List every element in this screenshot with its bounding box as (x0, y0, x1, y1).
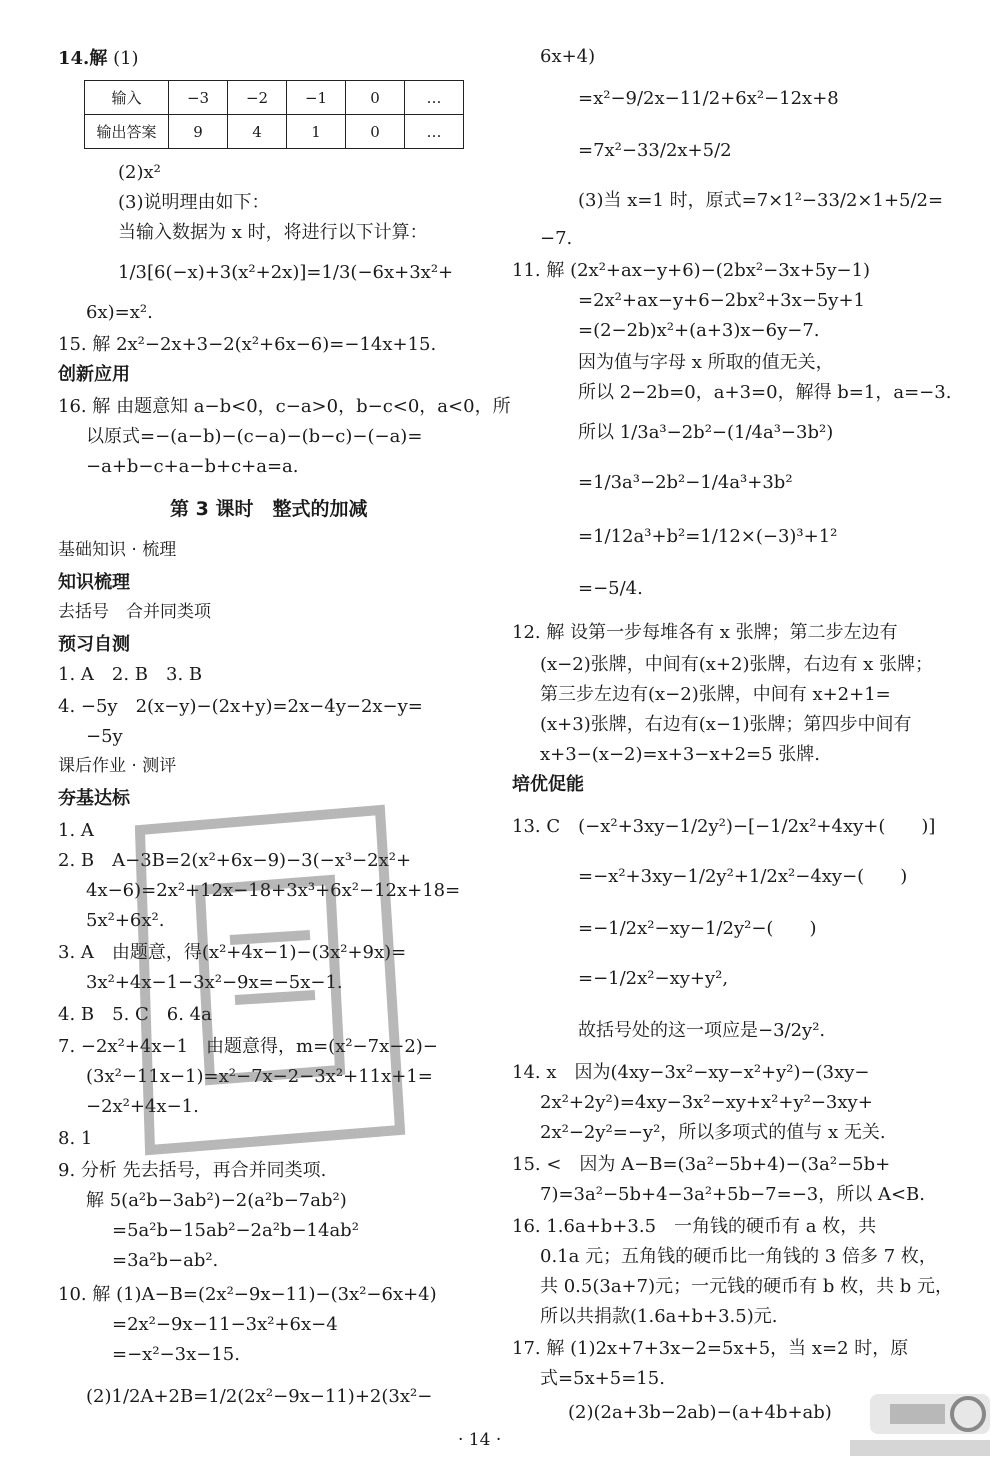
hangji-line: 1. A (58, 820, 94, 841)
io-cell: −1 (287, 81, 346, 115)
text-line: 14. x 因为(4xy−3x²−xy−x²+y²)−(3xy− (512, 1062, 870, 1083)
io-cell: −3 (169, 81, 228, 115)
text-line: =2x²+ax−y+6−2bx²+3x−5y+1 (578, 290, 865, 311)
hangji-line: =2x²−9x−11−3x²+6x−4 (112, 1314, 338, 1335)
io-table (84, 80, 464, 149)
text-line: 7)=3a²−5b+4−3a²+5b−7=−3，所以 A<B. (540, 1184, 925, 1205)
hangji-line: 8. 1 (58, 1128, 93, 1149)
io-cell: 0 (346, 115, 405, 149)
text-line: 13. C (−x²+3xy−1/2y²)−[−1/2x²+4xy+( )] (512, 816, 936, 837)
q14-header (58, 50, 139, 68)
text-line: 17. 解 (1)2x+7+3x−2=5x+5，当 x=2 时，原 (512, 1338, 909, 1359)
text-line: 故括号处的这一项应是−3/2y². (578, 1020, 826, 1041)
text-line: =7x²−33/2x+5/2 (578, 140, 732, 161)
hangji-line: 2. B A−3B=2(x²+6x−9)−3(−x³−2x²+ (58, 850, 412, 871)
hangji-line: 3x²+4x−1−3x²−9x=−5x−1. (86, 972, 343, 993)
text-line: 所以共捐款(1.6a+b+3.5)元. (540, 1306, 778, 1327)
q16-line: 以原式=−(a−b)−(c−a)−(b−c)−(−a)= (86, 426, 423, 447)
text-line: =1/3a³−2b²−1/4a³+3b² (578, 472, 793, 493)
section-heading-kehou: 课后作业 · 测评 (58, 756, 177, 776)
hangji-line: 4x−6)=2x²+12x−18+3x³+6x²−12x+18= (86, 880, 461, 901)
text-line: −7. (540, 228, 573, 249)
io-header-output: 输出答案 (85, 115, 169, 149)
section-heading-jichu: 基础知识 · 梳理 (58, 540, 177, 560)
text-line: =−x²+3xy−1/2y²+1/2x²−4xy−( ) (578, 866, 908, 887)
hangji-line: 9. 分析 先去括号，再合并同类项. (58, 1160, 327, 1181)
hangji-line: (2)1/2A+2B=1/2(2x²−9x−11)+2(3x²− (86, 1386, 433, 1407)
q16-line: −a+b−c+a−b+c+a=a. (86, 456, 299, 477)
page-number: · 14 · (458, 1430, 502, 1450)
text-line: 11. 解 (2x²+ax−y+6)−(2bx²−3x+5y−1) (512, 260, 871, 281)
text-line: 15. < 因为 A−B=(3a²−5b+4)−(3a²−5b+ (512, 1154, 891, 1175)
yuxi-q4-line: 4. −5y 2(x−y)−(2x+y)=2x−4y−2x−y= (58, 696, 423, 717)
site-logo (800, 1390, 1000, 1462)
q16-line: 16. 解 由题意知 a−b<0，c−a>0，b−c<0，a<0，所 (58, 396, 511, 417)
text-line: 式=5x+5=15. (540, 1368, 665, 1389)
hangji-line: 5x²+6x². (86, 910, 165, 931)
text-line: (3)当 x=1 时，原式=7×1²−33/2×1+5/2= (578, 190, 944, 211)
section-heading-zhishi: 知识梳理 (58, 572, 130, 593)
text-line: 第三步左边有(x−2)张牌，中间有 x+2+1= (540, 684, 891, 705)
section-heading-peiyou: 培优促能 (512, 774, 584, 795)
hangji-line: 7. −2x²+4x−1 由题意得，m=(x²−7x−2)− (58, 1036, 438, 1057)
section-heading-yuxi: 预习自测 (58, 634, 130, 655)
hangji-line: (3x²−11x−1)=x²−7x−2−3x²+11x+1= (86, 1066, 433, 1087)
yuxi-q4-line: −5y (86, 726, 123, 747)
text-line: 所以 2−2b=0，a+3=0，解得 b=1，a=−3. (578, 382, 952, 403)
text-line: 所以 1/3a³−2b²−(1/4a³−3b²) (578, 422, 834, 443)
hangji-line: 解 5(a²b−3ab²)−2(a²b−7ab²) (86, 1190, 347, 1211)
hangji-line: 4. B 5. C 6. 4a (58, 1004, 212, 1025)
text-line: 6x)=x². (86, 302, 153, 323)
io-table-row-output (85, 115, 464, 149)
section-heading-hangji: 夯基达标 (58, 788, 130, 809)
io-cell: 0 (346, 81, 405, 115)
section-heading-chuangxin: 创新应用 (58, 364, 130, 385)
text-line: 当输入数据为 x 时，将进行以下计算： (118, 222, 428, 243)
text-line: (2)(2a+3b−2ab)−(a+4b+ab) (568, 1402, 832, 1423)
hangji-line: =5a²b−15ab²−2a²b−14ab² (112, 1220, 359, 1241)
text-line: (3)说明理由如下： (118, 192, 270, 213)
io-table-row-input (85, 81, 464, 115)
q14-number: 14. (58, 48, 90, 69)
io-cell: … (405, 81, 464, 115)
q15-line: 15. 解 2x²−2x+3−2(x²+6x−6)=−14x+15. (58, 334, 437, 355)
io-cell: 9 (169, 115, 228, 149)
q14-solution-label: 解 (89, 48, 108, 69)
text-line: (x+3)张牌，右边有(x−1)张牌；第四步中间有 (540, 714, 912, 735)
text-line: =−1/2x²−xy+y², (578, 968, 729, 989)
site-logo-icon (800, 1390, 1000, 1462)
hangji-line: 10. 解 (1)A−B=(2x²−9x−11)−(3x²−6x+4) (58, 1284, 437, 1305)
text-line: =x²−9/2x−11/2+6x²−12x+8 (578, 88, 839, 109)
text-line: =1/12a³+b²=1/12×(−3)³+1² (578, 526, 838, 547)
text-line: 1/3[6(−x)+3(x²+2x)]=1/3(−6x+3x²+ (118, 262, 454, 283)
io-cell: 1 (287, 115, 346, 149)
text-line: 12. 解 设第一步每堆各有 x 张牌；第二步左边有 (512, 622, 898, 643)
text-line: (x−2)张牌，中间有(x+2)张牌，右边有 x 张牌； (540, 654, 934, 675)
text-line: 2x²−2y²=−y²，所以多项式的值与 x 无关. (540, 1122, 886, 1143)
hangji-line: =−x²−3x−15. (112, 1344, 240, 1365)
text-line: =(2−2b)x²+(a+3)x−6y−7. (578, 320, 820, 341)
text-line: 共 0.5(3a+7)元；一元钱的硬币有 b 枚，共 b 元， (540, 1276, 954, 1297)
text-line: 0.1a 元；五角钱的硬币比一角钱的 3 倍多 7 枚， (540, 1246, 937, 1267)
hangji-line: 3. A 由题意，得(x²+4x−1)−(3x²+9x)= (58, 942, 407, 963)
yuxi-answers: 1. A 2. B 3. B (58, 664, 203, 685)
zhishi-text: 去括号 合并同类项 (58, 602, 211, 622)
text-line: =−5/4. (578, 578, 643, 599)
text-line: (2)x² (118, 162, 161, 183)
io-cell: −2 (228, 81, 287, 115)
text-line: 2x²+2y²)=4xy−3x²−xy+x²+y²−3xy+ (540, 1092, 873, 1113)
q14-part: (1) (113, 48, 139, 69)
io-header-input: 输入 (85, 81, 169, 115)
text-line: =−1/2x²−xy−1/2y²−( ) (578, 918, 817, 939)
text-line: x+3−(x−2)=x+3−x+2=5 张牌. (540, 744, 821, 765)
lesson-title: 第 3 课时 整式的加减 (170, 498, 368, 520)
hangji-line: =3a²b−ab². (112, 1250, 219, 1271)
hangji-line: −2x²+4x−1. (86, 1096, 199, 1117)
text-line: 因为值与字母 x 所取的值无关， (578, 352, 834, 373)
io-cell: 4 (228, 115, 287, 149)
io-cell: … (405, 115, 464, 149)
text-line: 16. 1.6a+b+3.5 一角钱的硬币有 a 枚，共 (512, 1216, 877, 1237)
text-line: 6x+4) (540, 46, 596, 67)
